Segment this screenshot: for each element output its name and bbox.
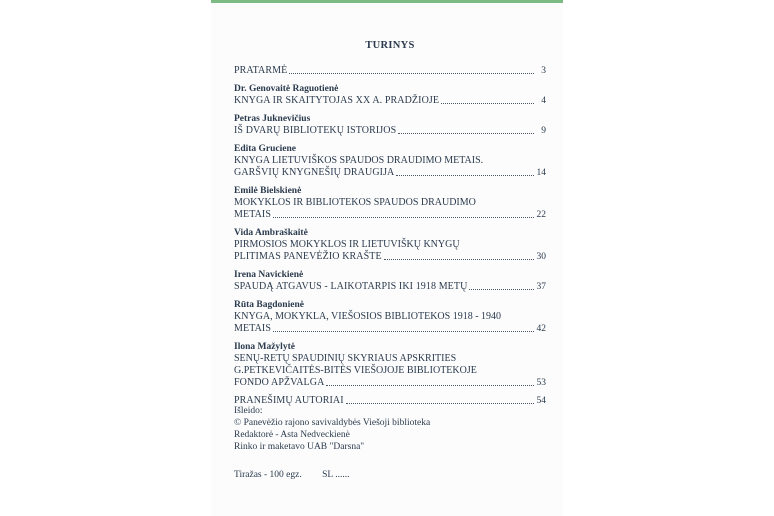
toc-page-number: 30 <box>536 252 546 262</box>
page-top-edge <box>211 0 563 3</box>
dot-leader <box>396 175 534 176</box>
toc-author: Dr. Genovaitė Raguotienė <box>234 84 339 94</box>
table-of-contents <box>234 40 546 413</box>
toc-author: Irena Navickienė <box>234 270 304 280</box>
toc-author: Emilė Bielskienė <box>234 186 302 196</box>
toc-page-number: 9 <box>541 126 546 136</box>
dot-leader <box>289 73 534 74</box>
dot-leader <box>273 331 534 332</box>
toc-title-row <box>234 323 546 335</box>
dot-leader <box>441 103 534 104</box>
toc-title-row <box>234 95 546 107</box>
toc-author: Edita Gruciene <box>234 144 297 154</box>
toc-page-number: 42 <box>536 324 546 334</box>
toc-author: Vida Ambraškaitė <box>234 228 308 238</box>
toc-title-row <box>234 251 546 263</box>
toc-title-line: G.PETKEVIČAITĖS-BITĖS VIEŠOJOJE BIBLIOTEKOJE <box>234 365 477 376</box>
imprint-editor: Redaktorė - Asta Nedveckienė <box>234 430 350 440</box>
toc-page-number: 53 <box>536 378 546 388</box>
dot-leader <box>346 403 534 404</box>
toc-title: IŠ DVARŲ BIBLIOTEKŲ ISTORIJOS <box>234 125 397 136</box>
imprint-print-run: Tiražas - 100 egz. <box>234 470 302 480</box>
toc-title: SPAUDĄ ATGAVUS - LAIKOTARPIS IKI 1918 METŲ <box>234 281 468 292</box>
toc-author: Rūta Bagdonienė <box>234 300 304 310</box>
toc-title-row <box>234 281 546 293</box>
toc-page-number: 54 <box>536 396 546 406</box>
toc-entry <box>234 299 546 335</box>
toc-title: FONDO APŽVALGA <box>234 377 325 388</box>
toc-title: GARŠVIŲ KNYGNEŠIŲ DRAUGIJA <box>234 167 395 178</box>
toc-title-line: KNYGA LIETUVIŠKOS SPAUDOS DRAUDIMO METAIS. <box>234 155 484 166</box>
toc-entry <box>234 341 546 389</box>
toc-title-line: KNYGA, MOKYKLA, VIEŠOSIOS BIBLIOTEKOS 1918 - 1940 <box>234 311 502 322</box>
dot-leader <box>326 385 534 386</box>
toc-page-number: 14 <box>536 168 546 178</box>
toc-entry <box>234 143 546 179</box>
toc-author: Ilona Mažylytė <box>234 342 295 352</box>
toc-title-line: MOKYKLOS IR BIBLIOTEKOS SPAUDOS DRAUDIMO <box>234 197 476 208</box>
toc-entry <box>234 83 546 107</box>
toc-page-number: 3 <box>541 66 546 76</box>
dot-leader <box>273 217 534 218</box>
toc-title-row <box>234 209 546 221</box>
toc-entry <box>234 185 546 221</box>
toc-title-line: SENŲ-RETŲ SPAUDINIŲ SKYRIAUS APSKRITIES <box>234 353 457 364</box>
toc-title: PLITIMAS PANEVĖŽIO KRAŠTE <box>234 251 382 262</box>
dot-leader <box>384 259 534 260</box>
imprint-layout: Rinko ir maketavo UAB "Darsna" <box>234 442 365 452</box>
toc-entry <box>234 113 546 137</box>
imprint-label: Išleido: <box>234 406 263 416</box>
toc-title-row <box>234 125 546 137</box>
toc-title-row <box>234 167 546 179</box>
toc-entry <box>234 269 546 293</box>
imprint-sheets: SL ...... <box>322 470 350 480</box>
toc-page-number: 37 <box>536 282 546 292</box>
toc-title: METAIS <box>234 323 272 334</box>
toc-title-line: PIRMOSIOS MOKYKLOS IR LIETUVIŠKŲ KNYGŲ <box>234 239 460 250</box>
toc-title-row <box>234 65 546 77</box>
toc-heading: TURINYS <box>365 40 415 51</box>
toc-page-number: 4 <box>541 96 546 106</box>
toc-title: PRANEŠIMŲ AUTORIAI <box>234 395 344 406</box>
dot-leader <box>398 133 534 134</box>
toc-author: Petras Juknevičius <box>234 114 311 124</box>
toc-title: KNYGA IR SKAITYTOJAS XX A. PRADŽIOJE <box>234 95 440 106</box>
toc-title: PRATARMĖ <box>234 65 288 76</box>
toc-title: METAIS <box>234 209 272 220</box>
toc-entries <box>234 65 546 407</box>
toc-title-row <box>234 377 546 389</box>
toc-entry <box>234 227 546 263</box>
imprint-publisher: © Panevėžio rajono savivaldybės Viešoji biblioteka <box>234 418 431 428</box>
toc-entry <box>234 65 546 77</box>
imprint <box>234 405 546 481</box>
dot-leader <box>469 289 534 290</box>
toc-page-number: 22 <box>536 210 546 220</box>
imprint-print-info <box>234 469 546 481</box>
